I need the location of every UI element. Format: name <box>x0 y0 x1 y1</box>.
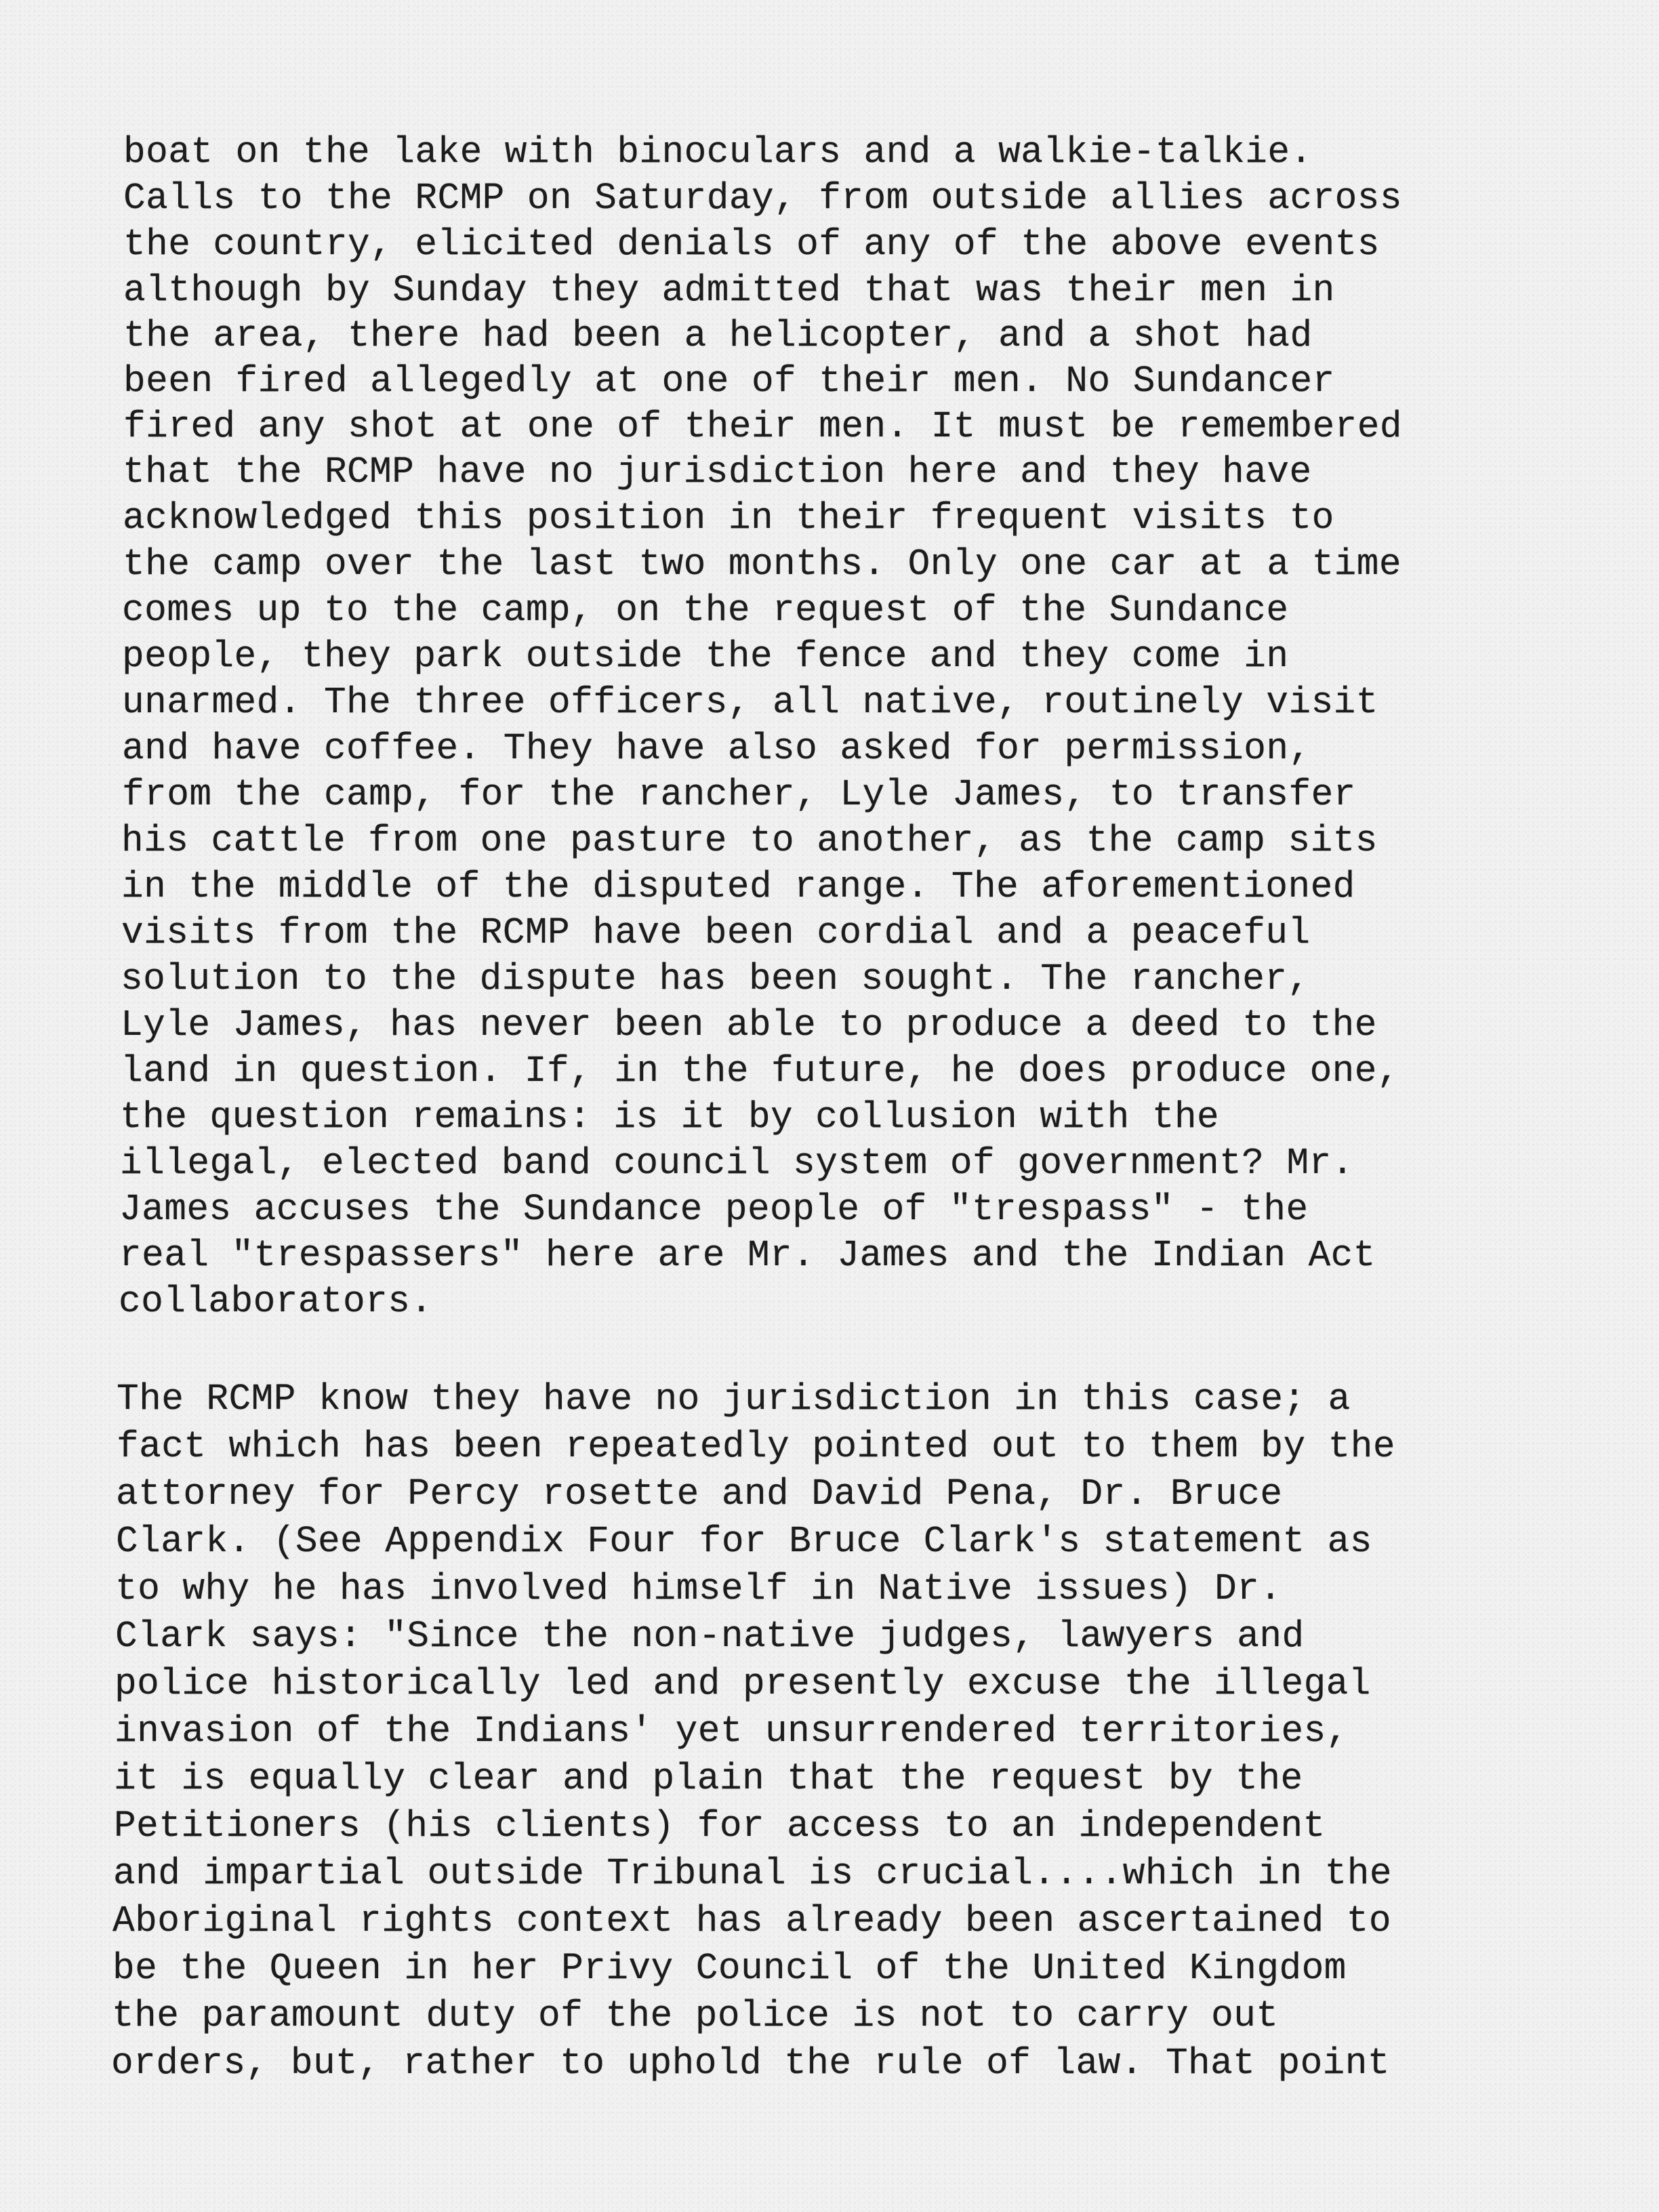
text-line: in the middle of the disputed range. The aforementioned <box>121 867 1355 908</box>
text-line: attorney for Percy rosette and David Pena, Dr. Bruce <box>116 1474 1283 1515</box>
text-line: The RCMP know they have no jurisdiction in this case; a <box>117 1379 1351 1420</box>
text-line: be the Queen in her Privy Council of the United Kingdom <box>112 1948 1347 1990</box>
text-line: visits from the RCMP have been cordial and a peaceful <box>121 913 1311 954</box>
text-line: the country, elicited denials of any of the above events <box>123 224 1380 266</box>
text-line: the paramount duty of the police is not to carry out <box>112 1996 1279 2037</box>
text-line: James accuses the Sundance people of "trespass" - the <box>119 1189 1309 1231</box>
text-line: and have coffee. They have also asked for permission, <box>122 729 1311 770</box>
text-line: unarmed. The three officers, all native, routinely visit <box>122 682 1378 724</box>
text-line: Petitioners (his clients) for access to an independent <box>114 1806 1326 1847</box>
text-line: it is equally clear and plain that the request by the <box>114 1759 1303 1800</box>
text-line: comes up to the camp, on the request of the Sundance <box>122 590 1289 632</box>
text-line: to why he has involved himself in Native issues) Dr. <box>115 1569 1282 1610</box>
text-line: the question remains: is it by collusion with the <box>120 1097 1220 1139</box>
text-line: fact which has been repeatedly pointed out to them by the <box>117 1427 1396 1468</box>
text-line: Clark says: "Since the non-native judges, lawyers and <box>115 1616 1305 1658</box>
text-line: that the RCMP have no jurisdiction here and they have <box>123 452 1312 493</box>
text-line: land in question. If, in the future, he does produce one, <box>121 1051 1400 1092</box>
text-line: invasion of the Indians' yet unsurrendered territories, <box>115 1711 1349 1753</box>
text-line: Clark. (See Appendix Four for Bruce Clark's statement as <box>116 1521 1372 1563</box>
text-line: boat on the lake with binoculars and a walkie-talkie. <box>123 132 1313 173</box>
text-line: fired any shot at one of their men. It must be remembered <box>123 407 1403 448</box>
text-line: the area, there had been a helicopter, and a shot had <box>123 316 1313 357</box>
text-line: Calls to the RCMP on Saturday, from outside allies across <box>123 178 1403 220</box>
text-line: Aboriginal rights context has already been ascertained to <box>112 1901 1392 1942</box>
text-line: police historically led and presently excuse the illegal <box>115 1664 1371 1705</box>
text-line: real "trespassers" here are Mr. James and the Indian Act <box>119 1235 1376 1277</box>
text-line: from the camp, for the rancher, Lyle James, to transfer <box>122 775 1356 816</box>
text-line: although by Sunday they admitted that was their men in <box>123 270 1335 312</box>
text-line: collaborators. <box>119 1282 433 1323</box>
text-line: been fired allegedly at one of their men. No Sundancer <box>123 361 1335 403</box>
text-line: and impartial outside Tribunal is crucial....which in the <box>113 1853 1393 1895</box>
text-line: his cattle from one pasture to another, as the camp sits <box>121 821 1378 862</box>
text-line: solution to the dispute has been sought. The rancher, <box>121 959 1310 1000</box>
text-line: people, they park outside the fence and they come in <box>122 636 1289 678</box>
text-line: orders, but, rather to uphold the rule of law. That point <box>111 2043 1391 2085</box>
text-line: Lyle James, has never been able to produce a deed to the <box>121 1005 1377 1046</box>
text-line: acknowledged this position in their frequent visits to <box>123 498 1334 539</box>
text-line: illegal, elected band council system of government? Mr. <box>120 1143 1354 1185</box>
text-line: the camp over the last two months. Only one car at a time <box>123 544 1402 586</box>
